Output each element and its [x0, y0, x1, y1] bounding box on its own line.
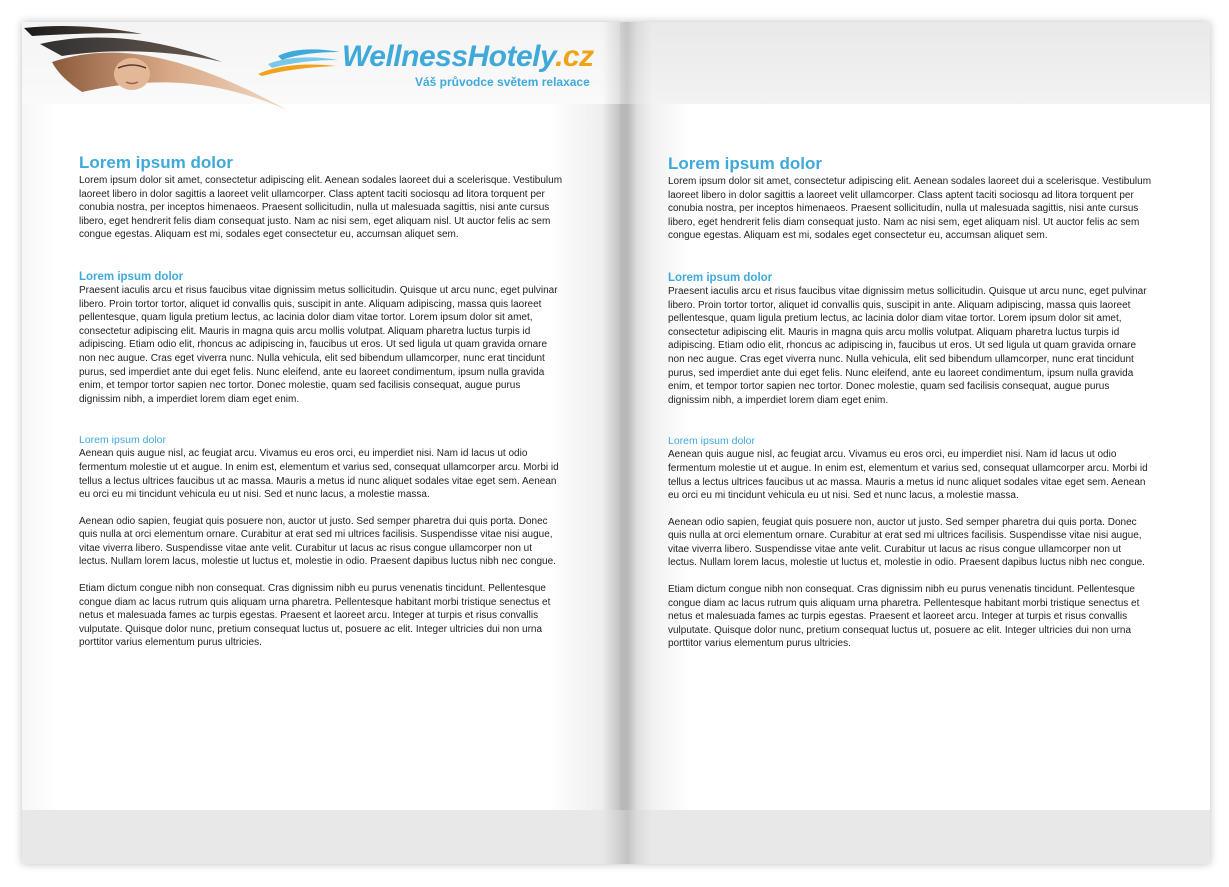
- wellness-hotely-logo[interactable]: [258, 40, 608, 100]
- header-band: [620, 22, 1210, 104]
- section-heading: Lorem ipsum dolor: [79, 270, 184, 283]
- brochure-spread: [22, 22, 1210, 864]
- logo-wave-icon: [258, 46, 342, 76]
- footer-band: [22, 810, 620, 864]
- section-paragraph: Praesent iaculis arcu et risus faucibus vitae dignissim metus sollicitudin. Quisque ut arcu nunc, eget pulvinar libero. Proin tortor tortor, aliquet id convallis quis, suscipit in ante. Aliquam adipiscing, massa quis laoreet pellentesque, quam ligula pretium lectus, ac lacinia dolor diam vitae tortor. Lorem ipsum dolor sit amet, consectetur adipiscing elit. Mauris in magna quis arcu mollis volutpat. Aliquam pharetra luctus turpis id adipiscing. Etiam odio elit, rhoncus ac adipiscing in, faucibus ut eros. Ut sed ligula ut quam gravida ornare non nec augue. Cras eget viverra nunc. Nulla vehicula, elit sed bibendum ullamcorper, nunc erat tincidunt purus, sed imperdiet ante dui eget felis. Nunc eleifend, ante eu laoreet condimentum, ipsum nulla gravida enim, et tempor tortor sapien nec tortor. Donec molestie, quam sed facilisis consequat, augue purus dignissim nibh, a imperdiet lorem diam eget enim.: [668, 285, 1147, 406]
- section-heading: Lorem ipsum dolor: [668, 271, 773, 284]
- body-paragraph: Etiam dictum congue nibh non consequat. Cras dignissim nibh eu purus venenatis tincidunt. Pellentesque congue diam ac lacus rutrum quis aliquam urna pharetra. Pellentesque habitant morbi tristique senectus et netus et malesuada fames ac turpis egestas. Praesent et laoreet arcu. Integer at turpis et risus convallis vulputate. Quisque dolor nunc, pretium consequat luctus ut, posuere ac elit. Integer ultricies dui non urna porttitor varius elementum purus ultricies.: [668, 584, 1140, 650]
- intro-paragraph: Lorem ipsum dolor sit amet, consectetur adipiscing elit. Aenean sodales laoreet dui a scelerisque. Vestibulum laoreet libero in dolor sagittis a laoreet velit ullamcorper. Class aptent taciti sociosqu ad litora torquent per conubia nostra, per inceptos himenaeos. Praesent sollicitudin, nulla ut malesuada sagittis, nisi ante cursus libero, eget hendrerit felis diam consequat justo. Nam ac nisi sem, eget aliquam nisl. Ut auctor felis ac sem congue egestas. Aliquam est mi, sodales eget consectetur eu, accumsan aliquet sem.: [79, 175, 563, 241]
- section-paragraph: Praesent iaculis arcu et risus faucibus vitae dignissim metus sollicitudin. Quisque ut arcu nunc, eget pulvinar libero. Proin tortor tortor, aliquet id convallis quis, suscipit in ante. Aliquam adipiscing, massa quis laoreet pellentesque, quam ligula pretium lectus, ac lacinia dolor diam vitae tortor. Lorem ipsum dolor sit amet, consectetur adipiscing elit. Mauris in magna quis arcu mollis volutpat. Aliquam pharetra luctus turpis id adipiscing. Etiam odio elit, rhoncus ac adipiscing in, faucibus ut eros. Ut sed ligula ut quam gravida ornare non nec augue. Cras eget viverra nunc. Nulla vehicula, elit sed bibendum ullamcorper, nunc erat tincidunt purus, sed imperdiet ante dui eget felis. Nunc eleifend, ante eu laoreet condimentum, ipsum nulla gravida enim, et tempor tortor sapien nec tortor. Donec molestie, quam sed facilisis consequat, augue purus dignissim nibh, a imperdiet lorem diam eget enim.: [79, 284, 558, 405]
- left-article: [79, 152, 563, 650]
- logo-wordmark: [342, 40, 594, 74]
- right-page: [620, 22, 1210, 864]
- footer-band: [620, 810, 1210, 864]
- body-paragraph: Aenean quis augue nisl, ac feugiat arcu. Vivamus eu eros orci, eu imperdiet nisi. Nam id lacus ut odio fermentum molestie ut et augue. In enim est, elementum et varius sed, consequat ullamcorper arcu. Morbi id tellus a lectus ultrices faucibus ut ac massa. Mauris a metus id nunc aliquet sodales vitae eget sem. Aenean eu orci eu mi tincidunt vehicula eu ut nisi. Sed et nunc lacus, a molestie massa.: [79, 448, 559, 501]
- right-article: [668, 153, 1152, 651]
- minor-heading: Lorem ipsum dolor: [668, 435, 755, 448]
- body-paragraph: Aenean odio sapien, feugiat quis posuere non, auctor ut justo. Sed semper pharetra dui quis porta. Donec quis nulla at orci elementum ornare. Curabitur at erat sed mi ultrices facilisis. Suspendisse vitae nisi augue, vitae viverra libero. Suspendisse vitae ante velit. Curabitur ut lacus ac risus congue ullamcorper non ut lectus. Nullam lorem lacus, molestie ut luctus et, molestie in odio. Praesent dapibus luctus nibh nec congue.: [668, 516, 1145, 569]
- logo-tagline: Váš průvodce světem relaxace: [415, 75, 590, 89]
- left-page: [22, 22, 620, 864]
- article-title: Lorem ipsum dolor: [79, 153, 233, 172]
- logo-tld: .cz: [555, 40, 594, 73]
- logo-name: WellnessHotely: [342, 40, 556, 73]
- minor-heading: Lorem ipsum dolor: [79, 434, 166, 447]
- body-paragraph: Etiam dictum congue nibh non consequat. Cras dignissim nibh eu purus venenatis tincidunt. Pellentesque congue diam ac lacus rutrum quis aliquam urna pharetra. Pellentesque habitant morbi tristique senectus et netus et malesuada fames ac turpis egestas. Praesent et laoreet arcu. Integer at turpis et risus convallis vulputate. Quisque dolor nunc, pretium consequat luctus ut, posuere ac elit. Integer ultricies dui non urna porttitor varius elementum purus ultricies.: [79, 583, 551, 649]
- intro-paragraph: Lorem ipsum dolor sit amet, consectetur adipiscing elit. Aenean sodales laoreet dui a scelerisque. Vestibulum laoreet libero in dolor sagittis a laoreet velit ullamcorper. Class aptent taciti sociosqu ad litora torquent per conubia nostra, per inceptos himenaeos. Praesent sollicitudin, nulla ut malesuada sagittis, nisi ante cursus libero, eget hendrerit felis diam consequat justo. Nam ac nisi sem, eget aliquam nisl. Ut auctor felis ac sem congue egestas. Aliquam est mi, sodales eget consectetur eu, accumsan aliquet sem.: [668, 176, 1152, 242]
- body-paragraph: Aenean odio sapien, feugiat quis posuere non, auctor ut justo. Sed semper pharetra dui quis porta. Donec quis nulla at orci elementum ornare. Curabitur at erat sed mi ultrices facilisis. Suspendisse vitae nisi augue, vitae viverra libero. Suspendisse vitae ante velit. Curabitur ut lacus ac risus congue ullamcorper non ut lectus. Nullam lorem lacus, molestie ut luctus et, molestie in odio. Praesent dapibus luctus nibh nec congue.: [79, 515, 556, 568]
- body-paragraph: Aenean quis augue nisl, ac feugiat arcu. Vivamus eu eros orci, eu imperdiet nisi. Nam id lacus ut odio fermentum molestie ut et augue. In enim est, elementum et varius sed, consequat ullamcorper arcu. Morbi id tellus a lectus ultrices faucibus ut ac massa. Mauris a metus id nunc aliquet sodales vitae eget sem. Aenean eu orci eu mi tincidunt vehicula eu ut nisi. Sed et nunc lacus, a molestie massa.: [668, 449, 1148, 502]
- article-title: Lorem ipsum dolor: [668, 154, 822, 173]
